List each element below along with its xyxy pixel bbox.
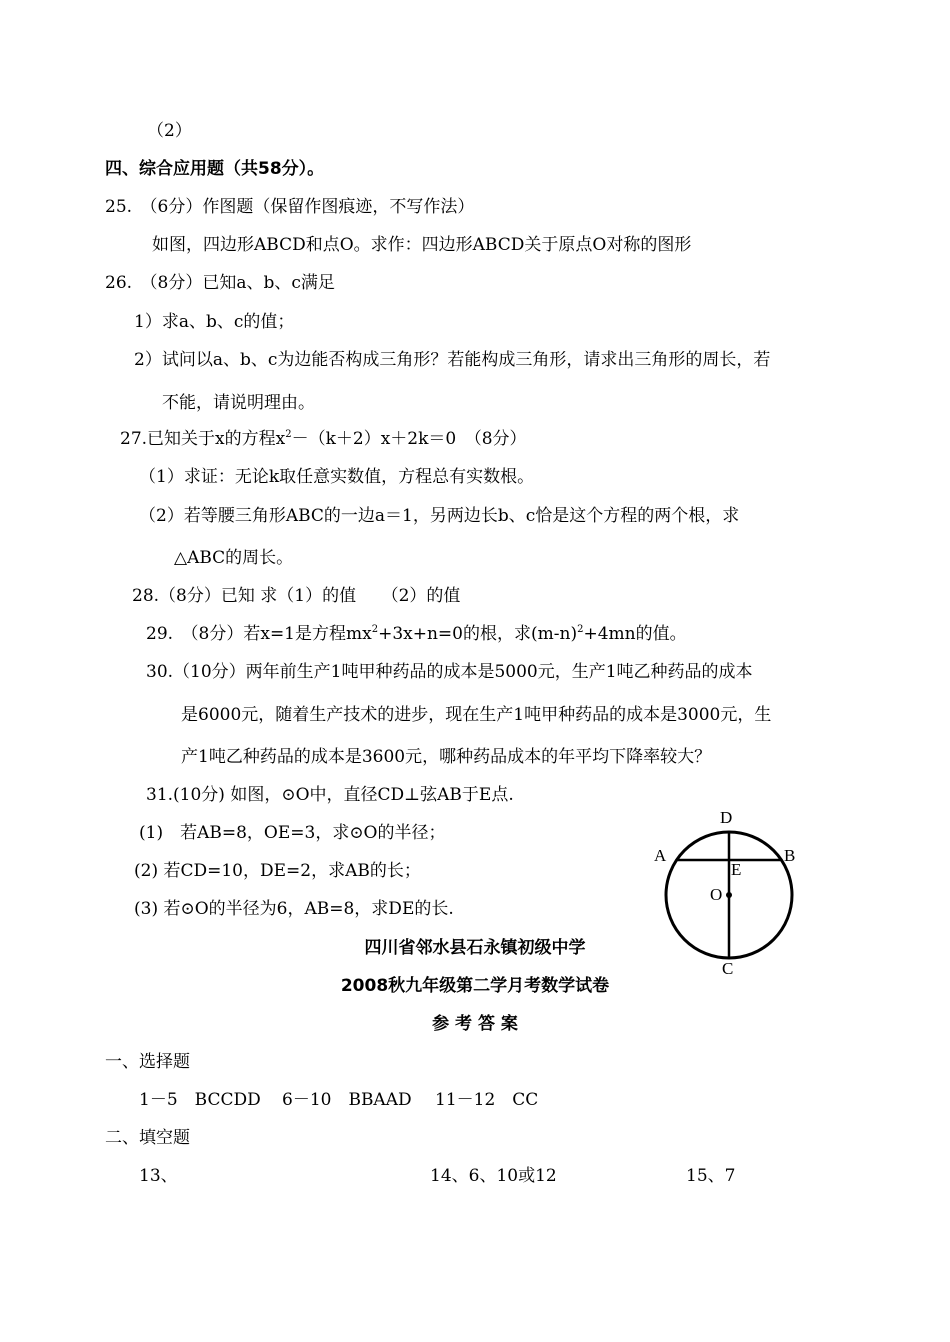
text-line: 1）求a、b、c的值；	[134, 312, 295, 332]
label-a: A	[654, 846, 667, 865]
text-line: （1）求证：无论k取任意实数值，方程总有实数根。	[139, 467, 535, 487]
exam-title: 2008秋九年级第二学月考数学试卷	[340, 976, 610, 996]
text-line: 如图，四边形ABCD和点O。求作：四边形ABCD关于原点O对称的图形	[152, 235, 692, 255]
answer-item: 11－12 CC	[435, 1090, 539, 1110]
school-title: 四川省邻水县石永镇初级中学	[364, 938, 586, 958]
text-line: 是6000元，随着生产技术的进步，现在生产1吨甲种药品的成本是3000元，生	[181, 705, 772, 725]
text-line: （2）	[147, 121, 192, 141]
section-heading: 四、综合应用题（共58分）。	[105, 159, 325, 179]
label-e: E	[731, 860, 742, 879]
center-point	[726, 892, 732, 898]
section-fill: 二、填空题	[105, 1128, 190, 1148]
text-line: △ABC的周长。	[174, 548, 294, 568]
text-line: 2）试问以a、b、c为边能否构成三角形？若能构成三角形，请求出三角形的周长，若	[134, 350, 771, 370]
answer-item: 1－5 BCCDD	[139, 1090, 261, 1110]
label-c: C	[722, 959, 734, 978]
answer-item: 15、7	[686, 1166, 736, 1186]
question-30: 30.（10分）两年前生产1吨甲种药品的成本是5000元，生产1吨乙种药品的成本	[146, 662, 753, 682]
text-line: （2）若等腰三角形ABC的一边a＝1，另两边长b、c恰是这个方程的两个根，求	[139, 506, 740, 526]
answer-item: 6－10 BBAAD	[282, 1090, 412, 1110]
label-b: B	[784, 846, 796, 865]
label-o: O	[710, 885, 723, 904]
answer-item: 13、	[139, 1166, 178, 1186]
text-line: (1) 若AB=8，OE=3，求⊙O的半径；	[139, 823, 446, 843]
text-line: (2) 若CD=10，DE=2，求AB的长；	[134, 861, 421, 881]
question-31: 31.(10分) 如图，⊙O中，直径CD⊥弦AB于E点.	[146, 785, 514, 805]
text-line: (3) 若⊙O的半径为6，AB=8，求DE的长.	[134, 899, 454, 919]
text-line: 不能，请说明理由。	[162, 393, 315, 413]
label-d: D	[720, 808, 733, 827]
question-29: 29. （8分）若x=1是方程$mx^2+3x+n=0$的根，求$(m-n)^2+4mn$的值。	[146, 624, 687, 644]
question-25: 25. （6分）作图题（保留作图痕迹，不写作法）	[105, 197, 475, 217]
answer-item: 14、6、10或12	[430, 1166, 557, 1186]
question-28: 28.（8分）已知 求（1）的值 （2）的值	[132, 586, 461, 606]
question-26: 26. （8分）已知a、b、c满足	[105, 273, 335, 293]
question-27: 27.已知关于x的方程$x^2-(k+2)x+2k=0$ （8分）	[120, 429, 527, 449]
section-choice: 一、选择题	[105, 1052, 190, 1072]
text-line: 产1吨乙种药品的成本是3600元，哪种药品成本的年平均下降率较大？	[181, 747, 712, 767]
answer-title: 参 考 答 案	[432, 1014, 518, 1034]
